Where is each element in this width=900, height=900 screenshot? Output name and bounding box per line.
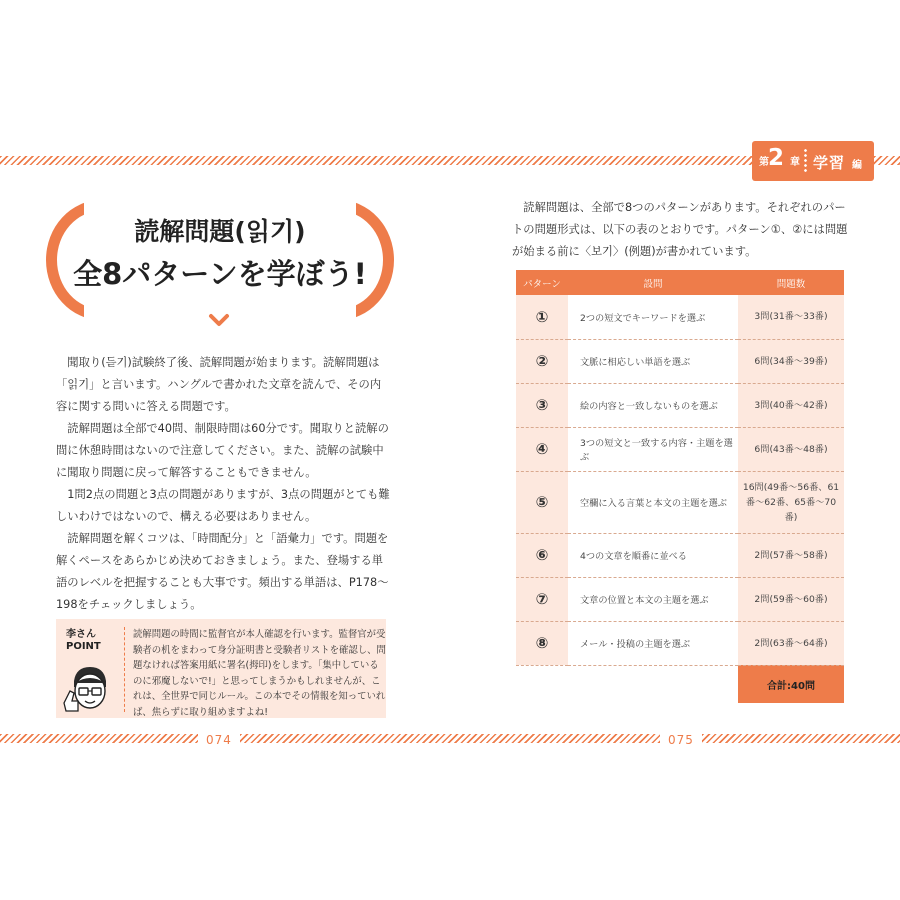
pattern-number: ①	[516, 295, 568, 339]
pattern-question: 文脈に相応しい単語を選ぶ	[568, 339, 738, 383]
table-total-row	[516, 665, 844, 703]
top-hatch-left	[0, 156, 752, 165]
pattern-count: 2問(63番〜64番)	[738, 621, 844, 665]
table-row	[516, 383, 844, 427]
title-line-2: 全8パターンを学ぼう!	[73, 257, 367, 291]
table-row	[516, 533, 844, 577]
section-title-block	[46, 200, 394, 320]
paragraph-3: 1問2点の問題と3点の問題がありますが、3点の問題がとても難しいわけではないので、構える必要はありません。	[56, 488, 390, 523]
pattern-count: 2問(57番〜58番)	[738, 533, 844, 577]
bottom-hatch-3	[702, 734, 900, 743]
point-label-point: POINT	[66, 641, 101, 652]
table-row	[516, 295, 844, 339]
header-question: 設問	[568, 270, 738, 295]
pattern-count: 3問(40番〜42番)	[738, 383, 844, 427]
pattern-question: 空欄に入る言葉と本文の主題を選ぶ	[568, 471, 738, 533]
title-line-1: 読解問題(읽기)	[134, 217, 306, 246]
pattern-number: ⑦	[516, 577, 568, 621]
table-row	[516, 621, 844, 665]
table-header-row	[516, 270, 844, 295]
chapter-title: 学習	[813, 154, 846, 172]
pattern-number: ③	[516, 383, 568, 427]
header-pattern: パターン	[516, 270, 568, 295]
pattern-question: 文章の位置と本文の主題を選ぶ	[568, 577, 738, 621]
pattern-question: 絵の内容と一致しないものを選ぶ	[568, 383, 738, 427]
bottom-hatch-1	[0, 734, 198, 743]
total-spacer	[516, 665, 568, 703]
left-body-text	[56, 352, 392, 616]
patterns-table	[516, 270, 844, 703]
chapter-sho: 章	[790, 157, 800, 168]
pattern-question: メール・投稿の主題を選ぶ	[568, 621, 738, 665]
total-spacer	[568, 665, 738, 703]
chapter-divider	[804, 148, 807, 174]
pattern-number: ⑧	[516, 621, 568, 665]
pattern-number: ⑤	[516, 471, 568, 533]
pattern-count: 16問(49番〜56番、61番〜62番、65番〜70番)	[738, 471, 844, 533]
teacher-avatar-icon	[60, 661, 118, 715]
table-row	[516, 339, 844, 383]
total-count: 合計:40問	[738, 665, 844, 703]
chapter-dai: 第	[759, 157, 769, 168]
pattern-question: 4つの文章を順番に並べる	[568, 533, 738, 577]
page-number-left: 074	[206, 733, 232, 747]
point-box	[56, 619, 386, 718]
header-count: 問題数	[738, 270, 844, 295]
chapter-tab	[752, 141, 874, 181]
pattern-count: 6問(34番〜39番)	[738, 339, 844, 383]
pattern-number: ⑥	[516, 533, 568, 577]
pattern-count: 6問(43番〜48番)	[738, 427, 844, 471]
table-row	[516, 427, 844, 471]
table-row	[516, 471, 844, 533]
point-text: 読解問題の時間に監督官が本人確認を行います。監督官が受験者の机をまわって身分証明書と受験者リストを確認し、問題なければ答案用紙に署名(拇印)をします。「集中しているのに邪魔しないで!」と思ってしまうかもしれませんが、これは、全世界で同じルール。この本でその情報を知っていれば、焦らずに取り組めますよね!	[124, 627, 386, 712]
point-label	[66, 629, 101, 653]
pattern-number: ②	[516, 339, 568, 383]
chevron-down-icon	[208, 313, 230, 327]
pattern-question: 2つの短文でキーワードを選ぶ	[568, 295, 738, 339]
paragraph-4: 読解問題を解くコツは、「時間配分」と「語彙力」です。問題を解くペースをあらかじめ決めておきましょう。また、登場する単語のレベルを把握することも大事です。頻出する単語は、P178〜198をチェックしましょう。	[56, 532, 389, 611]
chapter-number: 2	[768, 145, 785, 171]
table-row	[516, 577, 844, 621]
chapter-hen: 編	[852, 160, 862, 171]
point-label-name: 李さん	[66, 629, 96, 640]
paragraph-2: 読解問題は全部で40問、制限時間は60分です。聞取りと読解の間に休憩時間はないので注意してください。また、読解の試験中に聞取り問題に戻って解答することもできません。	[56, 422, 389, 479]
right-intro-text: 読解問題は、全部で8つのパターンがあります。それぞれのパートの問題形式は、以下の表のとおりです。パターン①、②には問題が始まる前に〈보기〉(例題)が書かれています。	[512, 201, 848, 258]
bottom-hatch-2	[240, 734, 660, 743]
pattern-question: 3つの短文と一致する内容・主題を選ぶ	[568, 427, 738, 471]
pattern-number: ④	[516, 427, 568, 471]
pattern-count: 3問(31番〜33番)	[738, 295, 844, 339]
top-hatch-right	[874, 156, 900, 165]
page-number-right: 075	[668, 733, 694, 747]
pattern-count: 2問(59番〜60番)	[738, 577, 844, 621]
paragraph-1: 聞取り(듣기)試験終了後、読解問題が始まります。読解問題は「읽기」と言います。ハングルで書かれた文章を読んで、その内容に関する問いに答える問題です。	[56, 356, 382, 413]
